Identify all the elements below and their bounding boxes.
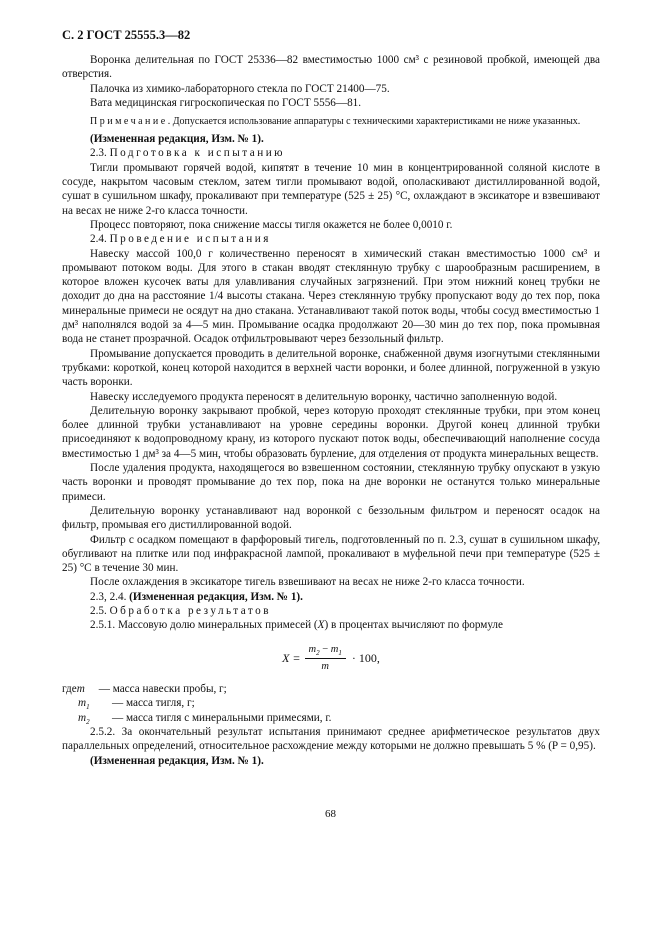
page-header: С. 2 ГОСТ 25555.3—82 bbox=[62, 28, 191, 42]
formula-lhs: X = bbox=[282, 651, 301, 666]
paragraph bbox=[62, 247, 600, 347]
paragraph: Навеску исследуемого продукта переносят в делительную воронку, частично заполненную водой. bbox=[90, 390, 558, 403]
subscript: 2 bbox=[86, 718, 90, 726]
section-title: Обработка результатов bbox=[109, 604, 272, 617]
amendment-note: (Измененная редакция, Изм. № 1). bbox=[90, 754, 264, 767]
section-number: 2.5. bbox=[90, 604, 107, 617]
var-m: m bbox=[78, 711, 87, 724]
formula-numerator bbox=[305, 643, 346, 659]
text-run: 2.5.1. Массовую долю минеральных примесей ( bbox=[90, 619, 318, 632]
section-heading bbox=[62, 604, 600, 618]
page-number: 68 bbox=[325, 808, 336, 820]
variable-x: X bbox=[317, 619, 325, 632]
var-m: m bbox=[78, 697, 87, 710]
paragraph: Воронка делительная по ГОСТ 25336—82 вместимостью 1000 см³ с резиновой пробкой, имеющей два отверстия. bbox=[62, 54, 600, 81]
formula-denominator: m bbox=[321, 660, 329, 672]
subscript: 2 bbox=[316, 648, 320, 657]
text-run: ) в процентах вычисляют по формуле bbox=[324, 619, 503, 632]
legend-row bbox=[62, 696, 600, 710]
section-title: Проведение испытания bbox=[109, 233, 271, 246]
paragraph: После охлаждения в эксикаторе тигель взвешивают на весах не ниже 2-го класса точности. bbox=[90, 576, 525, 589]
legend-symbol bbox=[62, 696, 112, 710]
paragraph: Вата медицинская гигроскопическая по ГОСТ 5556—81. bbox=[90, 96, 362, 109]
minus-sign: − bbox=[319, 643, 331, 655]
text-run: высоты стакана. Через стеклянную трубку пропускают воду до тех пор, пока минеральные примеси не осядут на дно стакана. Устанавливают такой поток воды, чтобы сосуд вместимостью 1 дм³ наполнялся водой за 4—5 мин. Промывание осадка продолжают 20—30 мин до тех пор, пока промывная вода не станет прозрачной. Осадок отфильтровывают через беззольный фильтр. bbox=[62, 290, 600, 346]
paragraph bbox=[62, 618, 600, 632]
legend-symbol: m bbox=[76, 683, 85, 696]
legend-symbol bbox=[62, 711, 112, 725]
paragraph: Делительную воронку устанавливают над воронкой с беззольным фильтром и переносят осадок на фильтр, промывая его дистиллированной водой. bbox=[62, 504, 600, 532]
section-number: 2.4. bbox=[90, 233, 107, 246]
amendment-note bbox=[62, 590, 600, 604]
paragraph: Палочка из химико-лабораторного стекла по ГОСТ 21400—75. bbox=[90, 82, 390, 95]
document-body bbox=[62, 53, 600, 768]
legend-row bbox=[62, 682, 600, 696]
section-heading bbox=[62, 146, 600, 160]
paragraph: После удаления продукта, находящегося во взвешенном состоянии, стеклянную трубку опускают в узкую часть воронки и проводят промывание до тех пор, пока на дне воронки не останутся только минеральные примеси. bbox=[62, 462, 600, 503]
legend-text: — масса тигля, г; bbox=[112, 697, 195, 710]
note bbox=[62, 115, 600, 128]
subscript: 1 bbox=[338, 648, 342, 657]
clause-numbers: 2.3, 2.4. bbox=[90, 590, 127, 603]
legend-prefix: где bbox=[62, 683, 77, 696]
paragraph: Фильтр с осадком помещают в фарфоровый тигель, подготовленный по п. 2.3, сушат в сушильном шкафу, обугливают на плитке или под инфракрасной лампой, прокаливают в муфельной печи при температуре (525 ± 25) °С в течение 30 мин. bbox=[62, 533, 600, 575]
var-m: m bbox=[330, 643, 339, 655]
section-number: 2.3. bbox=[90, 147, 107, 160]
var-m: m bbox=[308, 643, 317, 655]
note-text: . Допускается использование аппаратуры с техническими характеристиками не ниже указанных. bbox=[167, 116, 581, 128]
paragraph: Процесс повторяют, пока снижение массы тигля окажется не более 0,0010 г. bbox=[90, 218, 453, 231]
formula bbox=[62, 643, 600, 675]
legend-text: — масса тигля с минеральными примесями, г. bbox=[112, 711, 332, 724]
paragraph: Делительную воронку закрывают пробкой, через которую проходят стеклянные трубки, при этом конец более длинной трубки устанавливают на уровне середины воронки. Другой конец длинной трубки присоединяют к водопроводному крану, из которого пускают поток воды, обеспечивающий наполнение сосуда вместимостью 1 дм³ за 4—5 мин, чтобы образовать бурление, для отделения от продукта минеральных веществ. bbox=[62, 404, 600, 460]
formula-rest: · 100, bbox=[351, 651, 380, 666]
amendment-note: (Измененная редакция, Изм. № 1). bbox=[90, 133, 264, 146]
paragraph: Тигли промывают горячей водой, кипятят в течение 10 мин в концентрированной соляной кислоте в сосуде, накрытом часовым стеклом, затем тигли промывают водой, ополаскивают дистиллированной водой, сушат в сушильном шкафу, прокаливают при температуре (525 ± 25) °С, охлаждают в эксикаторе и взвешивают на весах не ниже 2-го класса точности. bbox=[62, 161, 600, 217]
legend-row bbox=[62, 711, 600, 725]
section-title: Подготовка к испытанию bbox=[109, 147, 286, 160]
section-heading bbox=[62, 232, 600, 246]
amendment-text: (Измененная редакция, Изм. № 1). bbox=[129, 590, 303, 603]
formula-fraction bbox=[305, 643, 346, 675]
subscript: 1 bbox=[86, 703, 90, 712]
paragraph: 2.5.2. За окончательный результат испытания принимают среднее арифметическое результатов двух параллельных определений, относительное расхождение между которыми не должно превышать 5 % (P = 0,95). bbox=[62, 726, 600, 753]
note-label: Примечание bbox=[90, 116, 168, 128]
legend-text: — масса навески пробы, г; bbox=[98, 683, 227, 696]
paragraph: Промывание допускается проводить в делительной воронке, снабженной двумя изогнутыми стеклянными трубками: короткой, конец которой находится в верхней части воронки, и более длинной, погруженной в узкую часть воронки. bbox=[62, 347, 600, 389]
fraction-quarter: 1/4 bbox=[208, 290, 224, 303]
text-run: Навеску массой 100,0 г количественно переносят в химический стакан вместимостью 1000 см³ и промывают потоком воды. Для этого в стакан вводят стеклянную трубку с шарообразным расширением, в которое вложен кусочек ваты для улавливания случайных загрязнений. При этом нижний конец трубки не доходит до дна на расстояние bbox=[62, 247, 600, 303]
